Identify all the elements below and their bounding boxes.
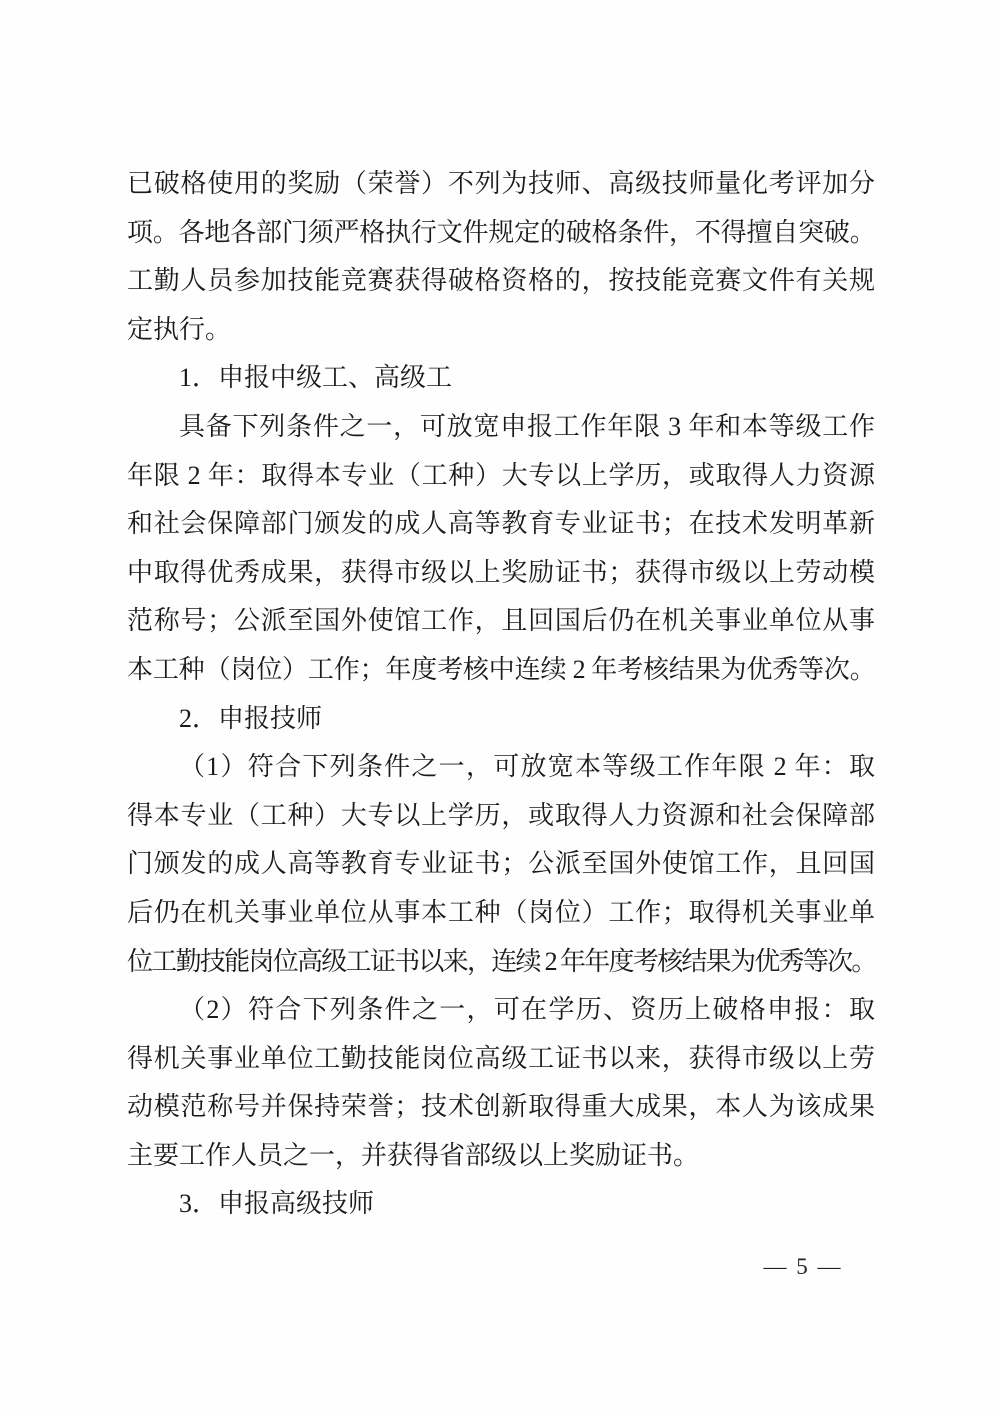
text-line: 门颁发的成人高等教育专业证书；公派至国外使馆工作，且回国: [127, 849, 875, 879]
page-number: — 5 —: [763, 1254, 843, 1279]
text-line: 中取得优秀成果，获得市级以上奖励证书；获得市级以上劳动模: [127, 557, 875, 587]
text-line: 具备下列条件之一，可放宽申报工作年限 3 年和本等级工作: [179, 411, 875, 441]
text-line: 工勤人员参加技能竞赛获得破格资格的，按技能竞赛文件有关规: [127, 266, 875, 296]
text-line: 1．申报中级工、高级工: [179, 363, 453, 393]
text-line: 和社会保障部门颁发的成人高等教育专业证书；在技术发明革新: [127, 509, 875, 539]
text-line: 主要工作人员之一，并获得省部级以上奖励证书。: [127, 1140, 700, 1170]
text-line: （2）符合下列条件之一，可在学历、资历上破格申报：取: [179, 995, 875, 1025]
text-line: 得机关事业单位工勤技能岗位高级工证书以来，获得市级以上劳: [127, 1043, 875, 1073]
text-line: 得本专业（工种）大专以上学历，或取得人力资源和社会保障部: [127, 800, 875, 830]
text-line: 动模范称号并保持荣誉；技术创新取得重大成果，本人为该成果: [127, 1092, 875, 1122]
text-line: 范称号；公派至国外使馆工作，且回国后仍在机关事业单位从事: [127, 606, 875, 636]
text-line: （1）符合下列条件之一，可放宽本等级工作年限 2 年：取: [179, 752, 875, 782]
text-line: 定执行。: [127, 314, 232, 344]
text-line: 本工种（岗位）工作；年度考核中连续 2 年考核结果为优秀等次。: [127, 654, 875, 684]
text-line: 后仍在机关事业单位从事本工种（岗位）工作；取得机关事业单: [127, 897, 875, 927]
text-line: 2．申报技师: [179, 703, 323, 733]
text-line: 位工勤技能岗位高级工证书以来，连续 2 年年度考核结果为优秀等次。: [127, 946, 875, 976]
text-line: 已破格使用的奖励（荣誉）不列为技师、高级技师量化考评加分: [127, 169, 875, 198]
text-line: 3．申报高级技师: [179, 1189, 375, 1219]
text-line: 年限 2 年：取得本专业（工种）大专以上学历，或取得人力资源: [127, 460, 875, 490]
text-lines: [127, 160, 875, 1229]
text-line: 项。各地各部门须严格执行文件规定的破格条件，不得擅自突破。: [127, 217, 875, 247]
